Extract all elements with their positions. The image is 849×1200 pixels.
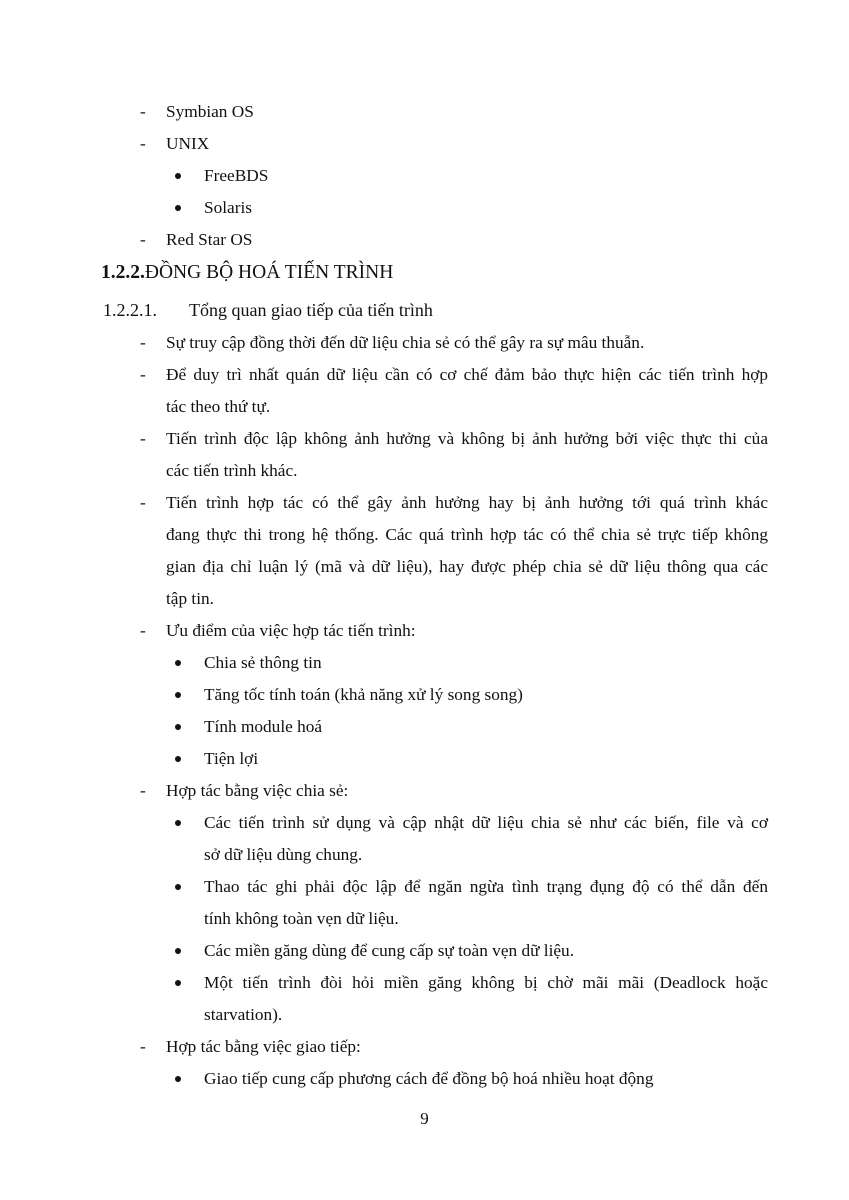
list-item-continuation: gian địa chỉ luận lý (mã và dữ liệu), hay được phép chia sẻ dữ liệu thông qua các — [166, 557, 768, 576]
list-item-continuation: tập tin. — [166, 589, 214, 608]
page-number: 9 — [420, 1109, 429, 1128]
bullet-icon — [175, 660, 181, 666]
sub-list-item-text: Solaris — [204, 198, 253, 217]
sub-list-item: Tăng tốc tính toán (khả năng xử lý song song) — [0, 679, 849, 711]
subsection-heading — [0, 294, 849, 326]
dash-marker: - — [140, 429, 146, 448]
bullet-icon — [175, 756, 181, 762]
list-item: - Hợp tác bằng việc chia sẻ: — [0, 775, 849, 807]
subsection-title: Tổng quan giao tiếp của tiến trình — [189, 300, 433, 320]
list-item: - Tiến trình hợp tác có thể gây ảnh hưởng hay bị ảnh hưởng tới quá trình khác — [0, 487, 849, 519]
list-item: - Ưu điểm của việc hợp tác tiến trình: — [0, 615, 849, 647]
bullet-icon — [175, 205, 181, 211]
dash-marker: - — [140, 365, 146, 384]
subsection-number: 1.2.2.1. — [103, 300, 157, 320]
section-heading — [0, 256, 849, 290]
list-item: - Để duy trì nhất quán dữ liệu cần có cơ chế đảm bảo thực hiện các tiến trình hợp — [0, 359, 849, 391]
sub-list-item: Một tiến trình đòi hỏi miền găng không bị chờ mãi mãi (Deadlock hoặc — [0, 967, 849, 999]
sub-list-item-text: FreeBDS — [204, 166, 269, 185]
list-item-text: UNIX — [166, 134, 210, 153]
bullet-icon — [175, 173, 181, 179]
bullet-icon — [175, 980, 181, 986]
sub-list-item: Các miền găng dùng để cung cấp sự toàn vẹn dữ liệu. — [0, 935, 849, 967]
dash-marker: - — [140, 333, 146, 352]
list-item-text: Symbian OS — [166, 102, 254, 121]
sub-list-item: Các tiến trình sử dụng và cập nhật dữ liệu chia sẻ như các biến, file và cơ — [0, 807, 849, 839]
sub-list-item: Tính module hoá — [0, 711, 849, 743]
list-item — [0, 224, 849, 256]
list-item-continuation: đang thực thi trong hệ thống. Các quá trình hợp tác có thể chia sẻ trực tiếp không — [166, 525, 768, 544]
bullet-icon — [175, 948, 181, 954]
list-item-continuation: các tiến trình khác. — [166, 461, 298, 480]
bullet-icon — [175, 1076, 181, 1082]
sub-list-item: Giao tiếp cung cấp phương cách để đồng bộ hoá nhiều hoạt động — [0, 1063, 849, 1095]
dash-marker: - — [140, 621, 146, 640]
list-item: - Tiến trình độc lập không ảnh hưởng và không bị ảnh hưởng bởi việc thực thi của — [0, 423, 849, 455]
list-item — [0, 96, 849, 128]
dash-marker: - — [140, 230, 146, 249]
bullet-icon — [175, 884, 181, 890]
list-item-continuation: tác theo thứ tự. — [166, 397, 271, 416]
list-item: - Sự truy cập đồng thời đến dữ liệu chia sẻ có thể gây ra sự mâu thuẫn. — [0, 327, 849, 359]
dash-marker: - — [140, 102, 146, 121]
bullet-icon — [175, 724, 181, 730]
section-title: ĐỒNG BỘ HOÁ TIẾN TRÌNH — [144, 262, 394, 283]
sub-list-item-continuation: tính không toàn vẹn dữ liệu. — [204, 909, 399, 928]
list-item: - Hợp tác bằng việc giao tiếp: — [0, 1031, 849, 1063]
sub-list-item: Chia sẻ thông tin — [0, 647, 849, 679]
dash-marker: - — [140, 493, 146, 512]
list-item — [0, 128, 849, 160]
sub-list-item — [0, 160, 849, 192]
sub-list-item-continuation: sở dữ liệu dùng chung. — [204, 845, 363, 864]
sub-list-item — [0, 192, 849, 224]
bullet-icon — [175, 692, 181, 698]
dash-marker: - — [140, 781, 146, 800]
list-item-text: Red Star OS — [166, 230, 253, 249]
section-number: 1.2.2. — [101, 262, 145, 283]
bullet-icon — [175, 820, 181, 826]
sub-list-item: Tiện lợi — [0, 743, 849, 775]
dash-marker: - — [140, 134, 146, 153]
dash-marker: - — [140, 1037, 146, 1056]
sub-list-item: Thao tác ghi phải độc lập để ngăn ngừa tình trạng đụng độ có thể dẫn đến — [0, 871, 849, 903]
sub-list-item-continuation: starvation). — [204, 1005, 283, 1024]
